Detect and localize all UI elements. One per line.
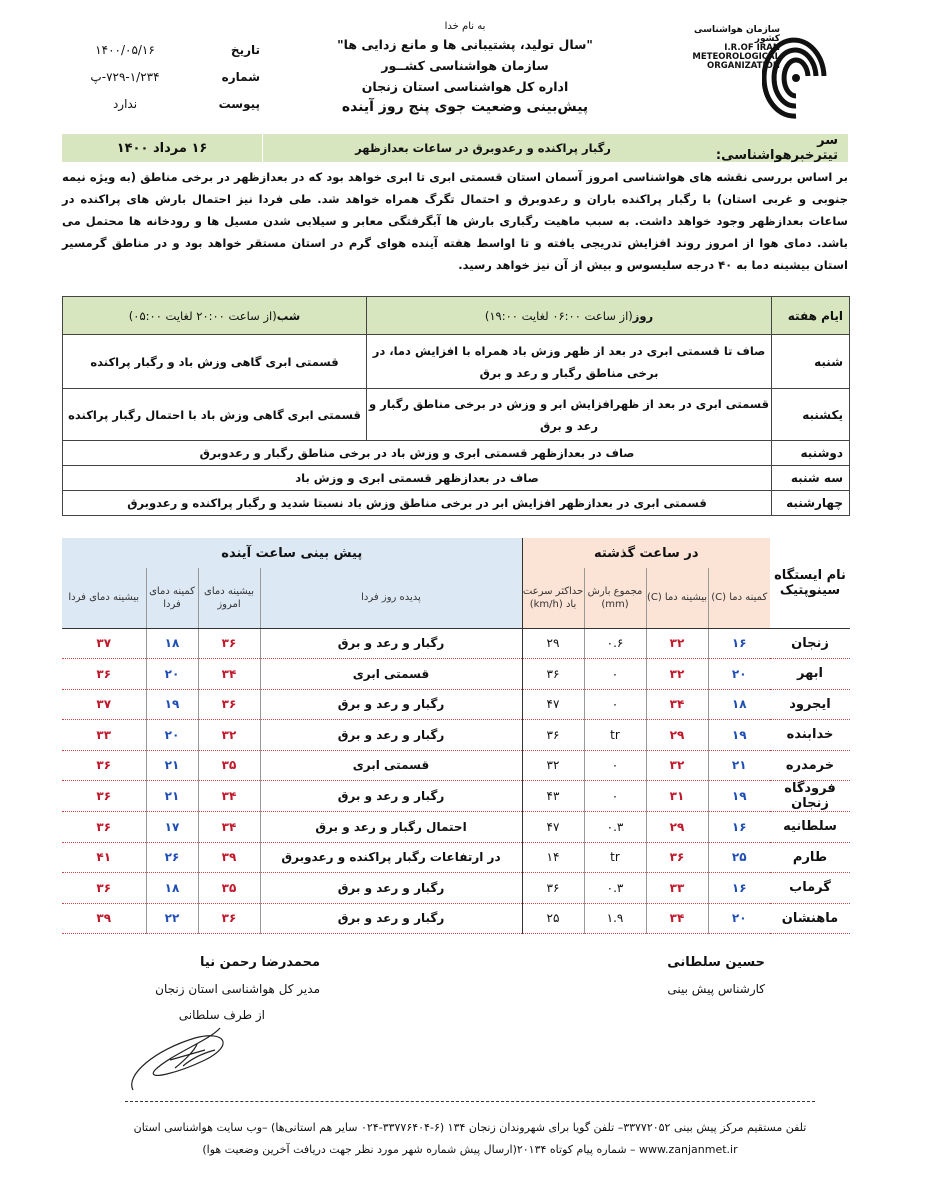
tomorrow-max-temp: ۳۷ xyxy=(62,628,146,659)
station-row xyxy=(62,812,850,843)
header-weekday: ایام هفته xyxy=(772,297,850,335)
past-precip: ۰ xyxy=(584,689,646,720)
tomorrow-phenomenon: قسمتی ابری xyxy=(260,750,522,781)
organization-name: سازمان هواشناسی کشــور xyxy=(381,58,549,73)
tomorrow-max-temp: ۴۱ xyxy=(62,842,146,873)
meta-date-label: تاریخ xyxy=(230,42,260,57)
meta-date xyxy=(70,36,260,63)
header-night xyxy=(63,297,367,335)
tomorrow-max-temp: ۳۹ xyxy=(62,903,146,934)
past-max-temp: ۳۲ xyxy=(646,750,708,781)
letter-meta xyxy=(70,36,260,117)
col-max-tomorrow: بیشینه دمای فردا xyxy=(62,568,146,628)
past-min-temp: ۲۱ xyxy=(708,750,770,781)
tomorrow-phenomenon: احتمال رگبار و رعد و برق xyxy=(260,812,522,843)
meta-date-value: ۱۴۰۰/۰۵/۱۶ xyxy=(95,42,155,57)
station-name: طارم xyxy=(770,842,850,873)
headline-label: سر تیترخبرهواشناسی: xyxy=(715,133,838,163)
forecaster-signature-block xyxy=(600,950,765,1002)
station-row xyxy=(62,873,850,904)
tomorrow-phenomenon: قسمتی ابری xyxy=(260,659,522,690)
past-max-temp: ۳۶ xyxy=(646,842,708,873)
station-table-group-header xyxy=(62,538,850,568)
footer-line-1: تلفن مستقیم مرکز پیش بینی ۳۳۷۷۲۰۵۲– تلفن گویا برای شهروندان زنجان ۱۳۴ (۶-۳۳۷۷۶۴۰۴-۰۲۴ سایر هم استانی‌ها) –وب سایت هواشناسی استان xyxy=(133,1121,807,1134)
office-name: اداره کل هواشناسی استان زنجان xyxy=(361,79,569,94)
meta-attachment-value: ندارد xyxy=(112,96,138,111)
past-max-temp: ۳۴ xyxy=(646,903,708,934)
station-name: ایجرود xyxy=(770,689,850,720)
contact-footer xyxy=(100,1117,840,1161)
day-forecast: صاف تا قسمتی ابری در بعد از ظهر وزش باد همراه با افزایش دما، در برخی مناطق رگبار و رعد و برق xyxy=(367,335,772,389)
past-min-temp: ۱۶ xyxy=(708,628,770,659)
day-name: یکشنبه xyxy=(772,389,850,441)
day-row xyxy=(63,335,850,389)
meta-number xyxy=(70,63,260,90)
col-precip: مجموع بارش (mm) xyxy=(584,568,646,628)
station-row xyxy=(62,781,850,812)
spiral-emblem-icon xyxy=(762,26,830,126)
past-min-temp: ۱۹ xyxy=(708,781,770,812)
logo-name-en-1: I.R.OF IRAN xyxy=(724,43,780,53)
tomorrow-min-temp: ۲۰ xyxy=(146,720,198,751)
full-day-forecast: صاف در بعدازظهر قسمتی ابری و وزش باد در برخی مناطق رگبار و رعدوبرق xyxy=(63,441,772,466)
day-name: شنبه xyxy=(772,335,850,389)
past-precip: tr xyxy=(584,842,646,873)
past-precip: ۰.۶ xyxy=(584,628,646,659)
station-name: ماهنشان xyxy=(770,903,850,934)
today-max-temp: ۳۶ xyxy=(198,628,260,659)
past-min-temp: ۱۶ xyxy=(708,812,770,843)
night-forecast: قسمتی ابری گاهی وزش باد و رگبار پراکنده xyxy=(63,335,367,389)
tomorrow-phenomenon: رگبار و رعد و برق xyxy=(260,720,522,751)
past-min-temp: ۱۹ xyxy=(708,720,770,751)
past-min-temp: ۲۰ xyxy=(708,903,770,934)
tomorrow-phenomenon: در ارتفاعات رگبار پراکنده و رعدوبرق xyxy=(260,842,522,873)
past-max-wind: ۳۶ xyxy=(522,659,584,690)
past-max-wind: ۴۷ xyxy=(522,812,584,843)
past-max-wind: ۳۲ xyxy=(522,750,584,781)
director-title: مدیر کل هواشناسی استان زنجان xyxy=(155,982,320,996)
station-row xyxy=(62,689,850,720)
past-precip: ۰ xyxy=(584,750,646,781)
station-name: ابهر xyxy=(770,659,850,690)
past-max-wind: ۴۷ xyxy=(522,689,584,720)
today-max-temp: ۳۶ xyxy=(198,903,260,934)
station-row xyxy=(62,903,850,934)
today-max-temp: ۳۴ xyxy=(198,812,260,843)
today-max-temp: ۳۴ xyxy=(198,659,260,690)
past-precip: tr xyxy=(584,720,646,751)
past-max-wind: ۱۴ xyxy=(522,842,584,873)
forecast-summary: بر اساس بررسی نقشه های هواشناسی امروز آسمان استان قسمتی ابری تا ابری خواهد بود که در بعدازظهر در برخی مناطق (به ویژه نیمه جنوبی و غربی استان) با رگبار پراکنده باران و رعدوبرق و احتمال تگرگ همراه خواهد شد. طی فردا نیز احتمال بارش های پراکنده در ساعات بعدازظهر وجود خواهد داشت. به سبب ماهیت رگباری بارش ها آبگرفتگی معابر و سیلابی شدن مسیل ها و رودخانه ها محتمل می باشد. دمای هوا از امروز روند افزایش تدریجی یافته و تا اواسط هفته آینده هوای گرم در استان مستقر خواهد بود و در مناطق گرمسیر استان بیشینه دما به ۴۰ درجه سلیسوس و بیش از آن نیز خواهد رسید. xyxy=(62,170,848,272)
past-max-temp: ۲۹ xyxy=(646,720,708,751)
tomorrow-phenomenon: رگبار و رعد و برق xyxy=(260,903,522,934)
day-row xyxy=(63,441,850,466)
tomorrow-min-temp: ۱۸ xyxy=(146,628,198,659)
header-night-label: شب xyxy=(276,308,301,323)
day-row xyxy=(63,491,850,516)
past-min-temp: ۲۵ xyxy=(708,842,770,873)
forecaster-name: حسین سلطانی xyxy=(667,955,765,970)
header-day xyxy=(367,297,772,335)
today-max-temp: ۳۲ xyxy=(198,720,260,751)
station-row xyxy=(62,628,850,659)
tomorrow-max-temp: ۳۶ xyxy=(62,750,146,781)
today-max-temp: ۳۵ xyxy=(198,750,260,781)
past-precip: ۰.۳ xyxy=(584,812,646,843)
tomorrow-min-temp: ۲۲ xyxy=(146,903,198,934)
tomorrow-min-temp: ۲۱ xyxy=(146,750,198,781)
past-max-wind: ۲۵ xyxy=(522,903,584,934)
day-name: چهارشنبه xyxy=(772,491,850,516)
logo-name-fa: سازمان هواشناسی کشور xyxy=(693,25,780,44)
tomorrow-max-temp: ۳۶ xyxy=(62,873,146,904)
handwritten-signature xyxy=(125,1020,245,1095)
full-day-forecast: صاف در بعدازظهر قسمتی ابری و وزش باد xyxy=(63,466,772,491)
past-min-temp: ۱۸ xyxy=(708,689,770,720)
day-forecast: قسمتی ابری در بعد از ظهرافزایش ابر و وزش در برخی مناطق رگبار و رعد و برق xyxy=(367,389,772,441)
document-header xyxy=(300,20,630,118)
forecaster-title: کارشناس پیش بینی xyxy=(667,982,765,996)
past-max-wind: ۲۹ xyxy=(522,628,584,659)
col-max-temp: بیشینه دما (C) xyxy=(646,568,708,628)
header-next-24h: پیش بینی ساعت آینده xyxy=(62,538,522,568)
logo-name-en-2: METEOROLOGICAL xyxy=(692,52,780,62)
director-name: محمدرضا رحمن نیا xyxy=(200,955,320,970)
day-row xyxy=(63,466,850,491)
station-name: سلطانیه xyxy=(770,812,850,843)
tomorrow-min-temp: ۲۰ xyxy=(146,659,198,690)
meta-attachment-label: پیوست xyxy=(218,96,260,111)
past-min-temp: ۲۰ xyxy=(708,659,770,690)
day-row xyxy=(63,389,850,441)
past-max-temp: ۲۹ xyxy=(646,812,708,843)
day-name: سه شنبه xyxy=(772,466,850,491)
past-max-temp: ۳۱ xyxy=(646,781,708,812)
today-max-temp: ۳۴ xyxy=(198,781,260,812)
station-row xyxy=(62,842,850,873)
tomorrow-max-temp: ۳۳ xyxy=(62,720,146,751)
tomorrow-min-temp: ۲۶ xyxy=(146,842,198,873)
tomorrow-phenomenon: رگبار و رعد و برق xyxy=(260,873,522,904)
headline-bar xyxy=(62,134,848,162)
past-max-wind: ۴۳ xyxy=(522,781,584,812)
col-min-tomorrow: کمینه دمای فردا xyxy=(146,568,198,628)
station-row xyxy=(62,659,850,690)
full-day-forecast: قسمتی ابری در بعدازظهر افزایش ابر در برخی مناطق وزش باد نسبتا شدید و رگبار پراکنده و رعدوبرق xyxy=(63,491,772,516)
director-signature-block xyxy=(120,950,320,1028)
past-max-wind: ۳۶ xyxy=(522,873,584,904)
tomorrow-max-temp: ۳۶ xyxy=(62,781,146,812)
past-precip: ۰.۳ xyxy=(584,873,646,904)
station-name: گرماب xyxy=(770,873,850,904)
document-title: پیش‌بینی وضعیت جوی پنج روز آینده xyxy=(341,99,589,115)
tomorrow-phenomenon: رگبار و رعد و برق xyxy=(260,781,522,812)
today-max-temp: ۳۹ xyxy=(198,842,260,873)
tomorrow-min-temp: ۲۱ xyxy=(146,781,198,812)
year-slogan: "سال تولید، پشتیبانی ها و مانع زدایی ها" xyxy=(337,37,593,52)
past-min-temp: ۱۶ xyxy=(708,873,770,904)
tomorrow-min-temp: ۱۸ xyxy=(146,873,198,904)
header-day-label: روز xyxy=(632,308,654,323)
on-behalf-note: از طرف سلطانی xyxy=(178,1008,265,1022)
daily-table-header xyxy=(63,297,850,335)
footer-divider xyxy=(125,1101,815,1102)
tomorrow-min-temp: ۱۷ xyxy=(146,812,198,843)
past-max-wind: ۳۶ xyxy=(522,720,584,751)
meta-attachment xyxy=(70,90,260,117)
station-table-col-header xyxy=(62,568,850,628)
meta-number-label: شماره xyxy=(221,69,260,84)
today-max-temp: ۳۶ xyxy=(198,689,260,720)
header-day-range: (از ساعت ۰۶:۰۰ لغایت ۱۹:۰۰) xyxy=(484,308,633,323)
col-phenomenon: پدیده روز فردا xyxy=(260,568,522,628)
footer-line-2: www.zanjanmet.ir – شماره پیام کوتاه ۲۰۱۳۴(ارسال پیش شماره شهر مورد نظر جهت دریافت آخرین وضعیت هوا) xyxy=(202,1143,738,1156)
col-min-temp: کمینه دما (C) xyxy=(708,568,770,628)
day-name: دوشنبه xyxy=(772,441,850,466)
past-max-temp: ۳۴ xyxy=(646,689,708,720)
organization-logo xyxy=(680,18,830,128)
header-past-24h: در ساعت گذشته xyxy=(522,538,770,568)
tomorrow-max-temp: ۳۷ xyxy=(62,689,146,720)
tomorrow-max-temp: ۳۶ xyxy=(62,659,146,690)
tomorrow-phenomenon: رگبار و رعد و برق xyxy=(260,689,522,720)
past-precip: ۱.۹ xyxy=(584,903,646,934)
today-max-temp: ۳۵ xyxy=(198,873,260,904)
night-forecast: قسمتی ابری گاهی وزش باد با احتمال رگبار پراکنده xyxy=(63,389,367,441)
station-table xyxy=(62,538,850,934)
station-name: زنجان xyxy=(770,628,850,659)
meta-number-value: ۷۲۹-۱/۲۳۴-پ xyxy=(90,69,160,84)
station-name: خرمدره xyxy=(770,750,850,781)
tomorrow-phenomenon: رگبار و رعد و برق xyxy=(260,628,522,659)
basmala: به نام خدا xyxy=(444,21,486,32)
headline-date: ۱۶ مرداد ۱۴۰۰ xyxy=(62,134,263,162)
col-max-today: بیشینه دمای امروز xyxy=(198,568,260,628)
past-max-temp: ۳۳ xyxy=(646,873,708,904)
headline-text: رگبار پراکنده و رعدوبرق در ساعات بعدازظهر xyxy=(355,141,611,155)
logo-name-en-3: ORGANIZATION xyxy=(707,61,780,71)
past-precip: ۰ xyxy=(584,781,646,812)
col-wind: حداکثر سرعت باد (km/h) xyxy=(522,568,584,628)
tomorrow-min-temp: ۱۹ xyxy=(146,689,198,720)
station-name: فرودگاه زنجان xyxy=(770,781,850,812)
past-max-temp: ۳۲ xyxy=(646,628,708,659)
station-row xyxy=(62,720,850,751)
tomorrow-max-temp: ۳۶ xyxy=(62,812,146,843)
station-row xyxy=(62,750,850,781)
header-station: نام ایستگاه سینوپتیک xyxy=(770,538,850,628)
past-precip: ۰ xyxy=(584,659,646,690)
past-max-temp: ۳۲ xyxy=(646,659,708,690)
station-name: خدابنده xyxy=(770,720,850,751)
header-night-range: (از ساعت ۲۰:۰۰ لغایت ۰۵:۰۰) xyxy=(128,308,277,323)
daily-forecast-table xyxy=(62,296,850,516)
